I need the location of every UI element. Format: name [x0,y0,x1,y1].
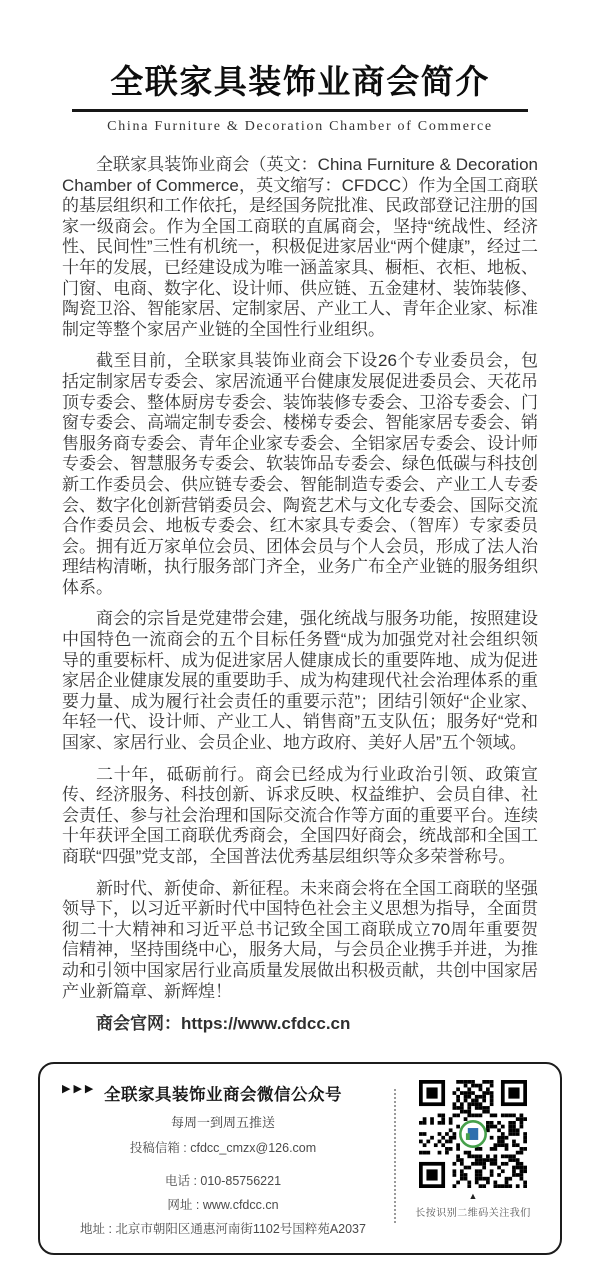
title-divider [72,109,528,112]
wechat-card-info [58,1079,388,1237]
paragraph-mission: 商会的宗旨是党建带会建，强化统战与服务功能，按照建设中国特色一流商会的五个目标任务暨“成为加强党对社会组织领导的重要标杆、成为促进家居人健康成长的重要阵地、成为促进家居企业健康发展的重要助手、成为构建现代社会治理体系的重要力量、成为履行社会责任的重要示范”；团结引领好“企业家、年轻一代、设计师、产业工人、销售商”五支队伍；服务好“党和国家、家居行业、会员企业、地方政府、美好人居”五个领域。 [62,609,538,753]
paragraph-committees: 截至目前，全联家具装饰业商会下设26个专业委员会，包括定制家居专委会、家居流通平台健康发展促进委员会、天花吊顶专委会、整体厨房专委会、装饰装修专委会、卫浴专委会、门窗专委会、高端定制专委会、楼梯专委会、智能家居专委会、销售服务商专委会、青年企业家专委会、全铝家居专委会、设计师专委会、智慧服务专委会、软装饰品专委会、绿色低碳与科技创新工作委员会、供应链专委会、智能制造专委会、产业工人专委会、数字化创新营销委员会、陶瓷艺术与文化专委会、国际交流合作委员会、地板专委会、红木家具专委会、（智库）专家委员会。拥有近万家单位会员、团体会员与个人会员，形成了法人治理结构清晰，执行服务部门齐全，业务广布全产业链的服务组织体系。 [62,351,538,597]
qr-caption: 长按识别二维码关注我们 [415,1208,531,1220]
wechat-account-title: 全联家具装饰业商会微信公众号 [104,1086,342,1105]
paragraph-intro: 全联家具装饰业商会（英文：China Furniture & Decoration Chamber of Commerce，英文缩写：CFDCC）作为全国工商联的基层组织和工作依托，是经国务院批准、民政部登记注册的国家一级商会。作为全国工商联的直属商会，坚持“统战性、经济性、民间性”三性有机统一，积极促进家居业“两个健康”，经过二十年的发展，已经建设成为唯一涵盖家具、橱柜、衣柜、地板、门窗、电商、数字化、设计师、供应链、五金建材、装饰装修、陶瓷卫浴、智能家居、定制家居、产业工人、青年企业家、标准制定等整个家居产业链的全国性行业组织。 [62,155,538,339]
paragraph-achievements: 二十年，砥砺前行。商会已经成为行业政治引领、政策宣传、经济服务、科技创新、诉求反映、权益维护、会员自律、社会责任、参与社会治理和国际交流合作等方面的重要平台。连续十年获评全国工商联优秀商会，全国四好商会，统战部和全国工商联“四强”党支部，全国普法优秀基层组织等众多荣誉称号。 [62,764,538,866]
page-title: 全联家具装饰业商会简介 [110,63,490,100]
article-body [0,135,600,1002]
qr-code[interactable] [419,1080,527,1188]
triangle-up-icon: ▲ [468,1191,478,1202]
push-schedule: 每周一到周五推送 [170,1115,275,1131]
official-website-line: 商会官网：https://www.cfdcc.cn [96,1014,351,1034]
triple-arrow-icon: ▶▶▶ [62,1083,97,1096]
office-address: 地址 : 北京市朝阳区通惠河南街1102号国粹苑A2037 [80,1222,366,1237]
dotted-divider [394,1089,396,1223]
website-url: 网址 : www.cfdcc.cn [167,1198,279,1213]
page-subtitle-english: China Furniture & Decoration Chamber of Commerce [107,119,493,134]
submission-email: 投稿信箱 : cfdcc_cmzx@126.com [129,1141,317,1156]
phone-number: 电话 : 010-85756221 [164,1174,282,1189]
qr-section [400,1079,546,1237]
document-header [0,0,600,135]
wechat-account-card [38,1062,562,1255]
paragraph-future: 新时代、新使命、新征程。未来商会将在全国工商联的坚强领导下，以习近平新时代中国特色社会主义思想为指导，全面贯彻二十大精神和习近平总书记致全国工商联成立70周年重要贺信精神，坚持围绕中心，服务大局，与会员企业携手并进，为推动和引领中国家居行业高质量发展做出积极贡献，共创中国家居产业新篇章、新辉煌！ [62,878,538,1001]
